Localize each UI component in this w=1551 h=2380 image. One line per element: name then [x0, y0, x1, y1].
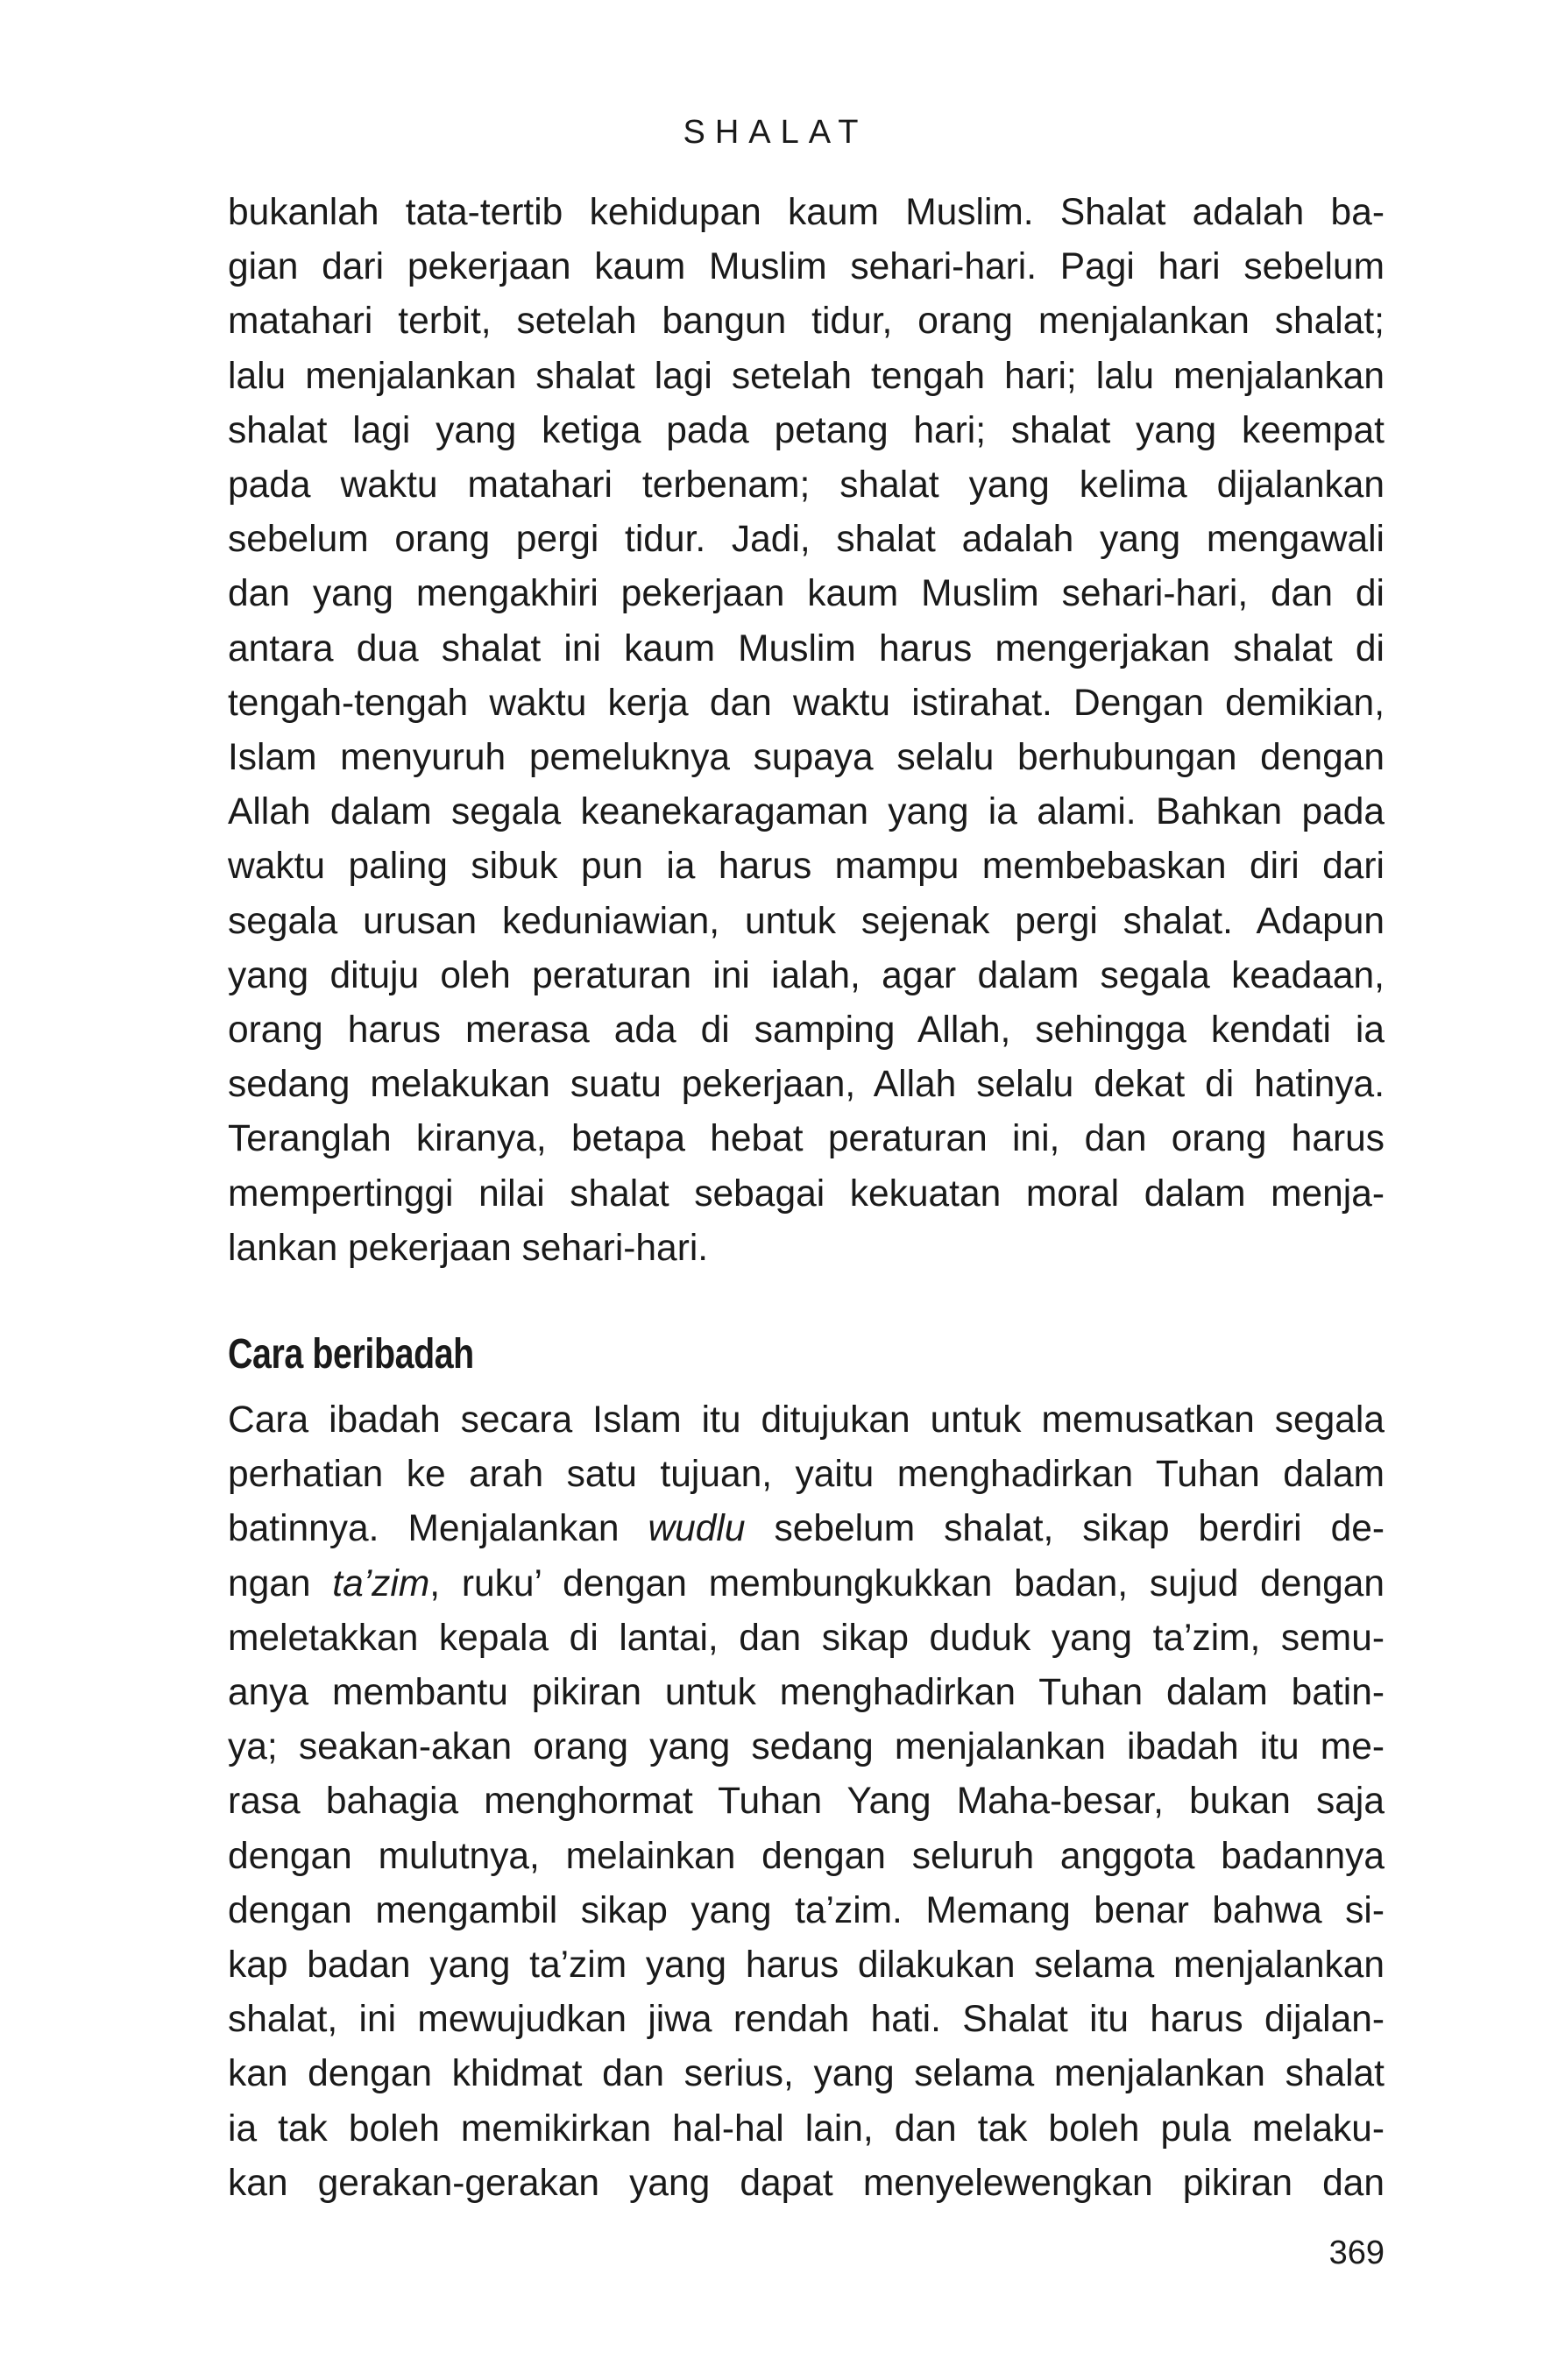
text-line: Cara ibadah secara Islam itu ditujukan untuk memusatkan segala	[228, 1399, 1385, 1441]
text-line: sebelum orang pergi tidur. Jadi, shalat adalah yang mengawali	[228, 519, 1385, 561]
text-line	[228, 1557, 1385, 1611]
text-line: bukanlah tata-tertib kehidupan kaum Muslim. Shalat adalah ba-	[228, 192, 1385, 233]
text-line: sedang melakukan suatu pekerjaan, Allah selalu dekat di hatinya.	[228, 1064, 1385, 1106]
body-paragraph	[228, 186, 1385, 1276]
text-line: gian dari pekerjaan kaum Muslim sehari-hari. Pagi hari sebelum	[228, 246, 1385, 288]
text-line: lankan pekerjaan sehari-hari.	[228, 1227, 709, 1269]
text-line: antara dua shalat ini kaum Muslim harus mengerjakan shalat di	[228, 627, 1385, 669]
text-line: kan gerakan-gerakan yang dapat menyelewengkan pikiran dan	[228, 2162, 1385, 2204]
page-number: 369	[1328, 2235, 1385, 2271]
text-run: sebelum shalat, sikap berdiri de-	[745, 1508, 1385, 1550]
text-line: Teranglah kiranya, betapa hebat peraturan ini, dan orang harus	[228, 1118, 1385, 1160]
text-line: lalu menjalankan shalat lagi setelah tengah hari; lalu menjalankan	[228, 355, 1385, 397]
text-line: meletakkan kepala di lantai, dan sikap duduk yang ta’zim, semu-	[228, 1617, 1385, 1659]
body-paragraph	[228, 1393, 1385, 2211]
text-line: shalat, ini mewujudkan jiwa rendah hati. Shalat itu harus dijalan-	[228, 1999, 1385, 2041]
running-head: SHALAT	[683, 114, 868, 151]
text-line: matahari terbit, setelah bangun tidur, orang menjalankan shalat;	[228, 301, 1385, 343]
text-run: ngan	[228, 1562, 333, 1604]
text-line: perhatian ke arah satu tujuan, yaitu menghadirkan Tuhan dalam	[228, 1454, 1385, 1496]
text-run: , ruku’ dengan membungkukkan badan, sujud dengan	[429, 1562, 1385, 1604]
text-line: dengan mulutnya, melainkan dengan seluruh anggota badannya	[228, 1835, 1385, 1877]
text-line	[228, 1502, 1385, 1556]
text-line: segala urusan keduniawian, untuk sejenak pergi shalat. Adapun	[228, 900, 1385, 942]
text-line: dan yang mengakhiri pekerjaan kaum Muslim sehari-hari, dan di	[228, 573, 1385, 615]
text-line: mempertinggi nilai shalat sebagai kekuatan moral dalam menja-	[228, 1172, 1385, 1215]
text-line: kan dengan khidmat dan serius, yang selama menjalankan shalat	[228, 2053, 1385, 2095]
text-line: yang dituju oleh peraturan ini ialah, agar dalam segala keadaan,	[228, 954, 1385, 996]
text-line: ia tak boleh memikirkan hal-hal lain, dan tak boleh pula melaku-	[228, 2107, 1385, 2150]
section-heading: Cara beribadah	[228, 1331, 474, 1378]
text-line: anya membantu pikiran untuk menghadirkan Tuhan dalam batin-	[228, 1672, 1385, 1714]
text-line: pada waktu matahari terbenam; shalat yang kelima dijalankan	[228, 464, 1385, 506]
text-line: Allah dalam segala keanekaragaman yang ia alami. Bahkan pada	[228, 791, 1385, 833]
text-line: waktu paling sibuk pun ia harus mampu membebaskan diri dari	[228, 846, 1385, 888]
text-line: kap badan yang ta’zim yang harus dilakukan selama menjalankan	[228, 1944, 1385, 1987]
text-line: shalat lagi yang ketiga pada petang hari; shalat yang keempat	[228, 409, 1385, 451]
italic-term: wudlu	[648, 1508, 746, 1550]
italic-term: ta’zim	[332, 1562, 430, 1604]
text-line: tengah-tengah waktu kerja dan waktu istirahat. Dengan demikian,	[228, 682, 1385, 724]
text-line: Islam menyuruh pemeluknya supaya selalu berhubungan dengan	[228, 737, 1385, 779]
text-line: orang harus merasa ada di samping Allah, sehingga kendati ia	[228, 1009, 1385, 1052]
text-line: rasa bahagia menghormat Tuhan Yang Maha-besar, bukan saja	[228, 1781, 1385, 1823]
text-line: dengan mengambil sikap yang ta’zim. Memang benar bahwa si-	[228, 1889, 1385, 1931]
text-line: ya; seakan-akan orang yang sedang menjalankan ibadah itu me-	[228, 1726, 1385, 1768]
text-run: batinnya. Menjalankan	[228, 1508, 648, 1550]
